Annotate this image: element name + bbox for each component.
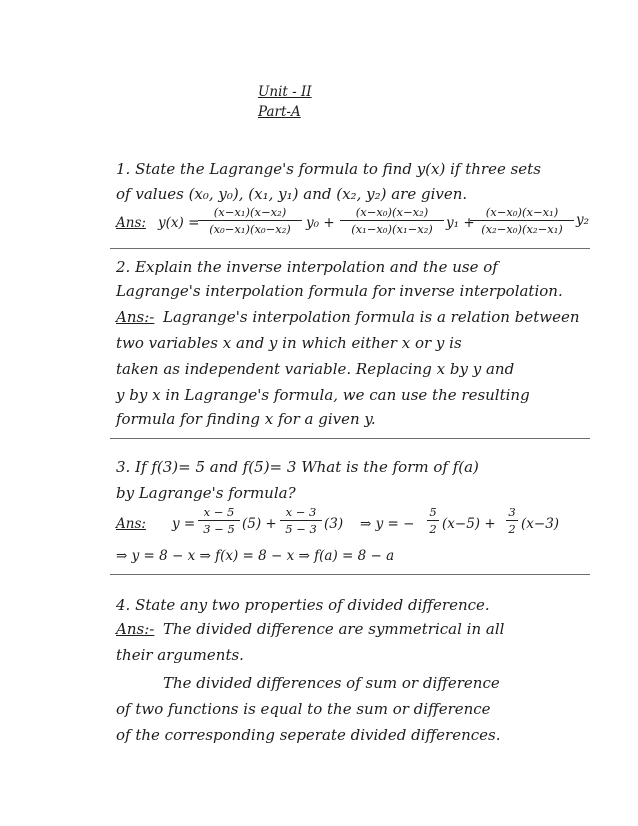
q3-frac-1-num: x − 5 bbox=[203, 505, 235, 519]
q3-ans-label: Ans: bbox=[116, 516, 146, 532]
q3-frac-1-den: 3 − 5 bbox=[203, 522, 235, 536]
q1-line-1: 1. State the Lagrange's formula to find y(x) if three sets bbox=[116, 160, 541, 178]
q3-arrow-part: ⇒ y = − bbox=[360, 516, 415, 532]
q3-frac-1-tail: (5) + bbox=[242, 516, 277, 532]
q3-line-2: by Lagrange's formula? bbox=[116, 484, 296, 502]
q3-frac-3-num: 5 bbox=[429, 505, 437, 519]
q1-term-1 bbox=[198, 205, 302, 236]
q2-line-3: Lagrange's interpolation formula is a relation between bbox=[163, 308, 580, 326]
q3-frac-3 bbox=[427, 505, 439, 536]
q2-line-2: Lagrange's interpolation formula for inverse interpolation. bbox=[116, 282, 563, 300]
q1-lhs: y(x) = bbox=[158, 215, 200, 231]
q1-term-1-y: y₀ + bbox=[306, 215, 335, 231]
q4-line-1: 4. State any two properties of divided difference. bbox=[116, 596, 490, 614]
q3-frac-2-num: x − 3 bbox=[285, 505, 317, 519]
q4-line-3: their arguments. bbox=[116, 646, 244, 664]
q3-frac-4-num: 3 bbox=[508, 505, 516, 519]
unit-heading: Unit - II bbox=[258, 84, 312, 100]
divider-2 bbox=[110, 438, 590, 439]
q1-term-2-num: (x−x₀)(x−x₂) bbox=[355, 205, 429, 219]
q1-ans-label: Ans: bbox=[116, 215, 146, 231]
q1-term-2-den: (x₁−x₀)(x₁−x₂) bbox=[351, 222, 433, 236]
q4-line-4: The divided differences of sum or difference bbox=[163, 674, 500, 692]
q1-term-1-den: (x₀−x₁)(x₀−x₂) bbox=[209, 222, 291, 236]
q1-term-2 bbox=[340, 205, 444, 236]
q3-frac-2-den: 5 − 3 bbox=[285, 522, 317, 536]
part-heading: Part-A bbox=[258, 104, 301, 120]
q3-frac-3-tail: (x−5) + bbox=[442, 516, 496, 532]
q3-frac-3-den: 2 bbox=[429, 522, 437, 536]
divider-1 bbox=[110, 248, 590, 249]
q3-frac-4-den: 2 bbox=[508, 522, 516, 536]
q3-frac-2-tail: (3) bbox=[324, 516, 344, 532]
q1-term-3 bbox=[470, 205, 574, 236]
q1-term-2-y: y₁ + bbox=[446, 215, 475, 231]
q1-term-1-num: (x−x₁)(x−x₂) bbox=[213, 205, 287, 219]
q3-frac-2 bbox=[280, 505, 322, 536]
q2-line-7: formula for finding x for a given y. bbox=[116, 410, 376, 428]
q3-frac-4-tail: (x−3) bbox=[521, 516, 560, 532]
q3-line-4: ⇒ y = 8 − x ⇒ f(x) = 8 − x ⇒ f(a) = 8 − a bbox=[116, 548, 395, 564]
q1-line-2: of values (x₀, y₀), (x₁, y₁) and (x₂, y₂) are given. bbox=[116, 185, 468, 203]
q2-line-1: 2. Explain the inverse interpolation and the use of bbox=[116, 258, 498, 276]
q1-term-3-y: y₂ bbox=[576, 212, 590, 228]
q4-line-6: of the corresponding seperate divided differences. bbox=[116, 726, 501, 744]
q4-line-5: of two functions is equal to the sum or difference bbox=[116, 700, 491, 718]
q3-line-1: 3. If f(3)= 5 and f(5)= 3 What is the form of f(a) bbox=[116, 458, 479, 476]
q2-line-5: taken as independent variable. Replacing x by y and bbox=[116, 360, 515, 378]
q2-ans-label: Ans:- bbox=[116, 308, 155, 326]
q3-frac-1 bbox=[198, 505, 240, 536]
q3-y-eq: y = bbox=[172, 516, 196, 532]
divider-3 bbox=[110, 574, 590, 575]
q2-line-4: two variables x and y in which either x or y is bbox=[116, 334, 462, 352]
q2-line-6: y by x in Lagrange's formula, we can use the resulting bbox=[116, 386, 530, 404]
q1-term-3-den: (x₂−x₀)(x₂−x₁) bbox=[481, 222, 563, 236]
q3-frac-4 bbox=[506, 505, 518, 536]
q1-term-3-num: (x−x₀)(x−x₁) bbox=[485, 205, 559, 219]
q4-line-2: The divided difference are symmetrical in all bbox=[163, 620, 505, 638]
q4-ans-label: Ans:- bbox=[116, 620, 155, 638]
